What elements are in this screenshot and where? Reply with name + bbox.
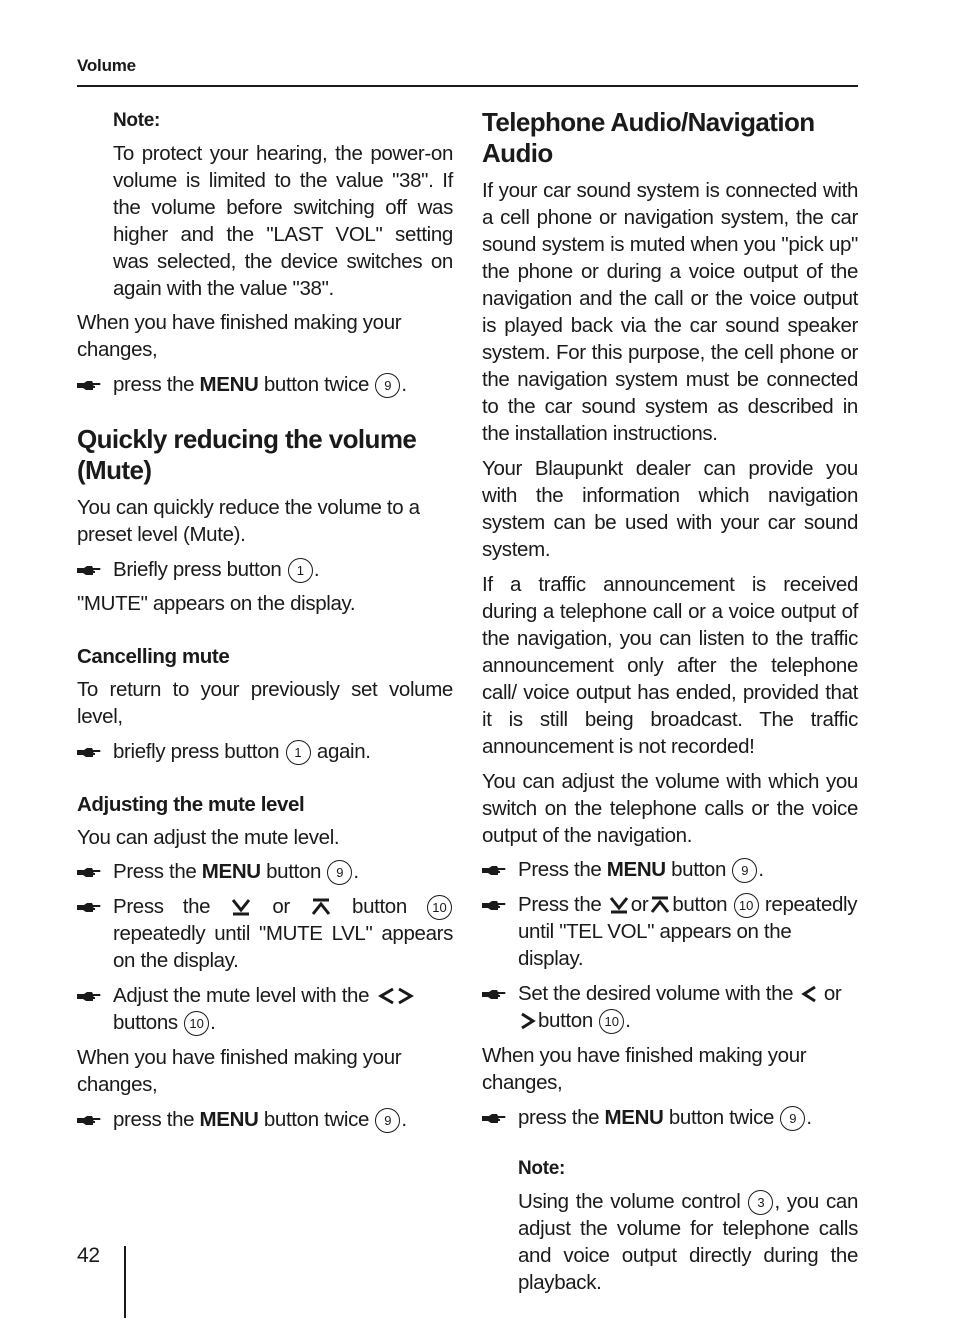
running-header: Volume <box>77 56 136 75</box>
cancel-intro: To return to your previously set volume level, <box>77 678 453 728</box>
button-number-10: 10 <box>734 893 759 918</box>
right-column <box>482 107 858 1296</box>
button-number-9: 9 <box>780 1106 805 1131</box>
note-title: Note: <box>518 1158 566 1179</box>
traffic-announcement-info: If a traffic announcement is received during a telephone call or a voice output of the navigation, you can listen to the traffic announcement only after the telephone call/ voice output has ended, provided that it is still being broadcast. The traffic announcement is not recorded! <box>482 573 858 758</box>
bullet-briefly-press: Briefly press button 1 . <box>77 556 453 583</box>
arrow-down-icon <box>231 898 251 916</box>
note-text: To protect your hearing, the power-on volume is limited to the value "38". If the volume before switching off was higher and the "LAST VOL" setting was selected, the device switches on again with the value "38". <box>113 142 453 300</box>
bullet-press-up-down: Press the or button 10 repeatedly until "MUTE LVL" appears on the display. <box>77 893 453 974</box>
pointing-hand-icon <box>77 747 101 758</box>
button-number-10: 10 <box>427 895 452 920</box>
volume-control-note: Note: Using the volume control 3 , you can adjust the volume for telephone calls and voice output directly during the playback. <box>518 1155 858 1296</box>
button-number-9: 9 <box>732 858 757 883</box>
pointing-hand-icon <box>77 380 101 391</box>
pointing-hand-icon <box>482 989 506 1000</box>
adjust-volume-info: You can adjust the volume with which you switch on the telephone calls or the voice output of the navigation. <box>482 770 858 847</box>
arrow-down-icon <box>609 896 629 914</box>
adjust-heading: Adjusting the mute level <box>77 793 305 816</box>
menu-label: MENU <box>604 1106 664 1129</box>
menu-label: MENU <box>201 860 261 883</box>
bullet-press-up-down: Press the or button 10 repeatedly until "TEL VOL" appears on the display. <box>482 891 858 972</box>
step-pre: press the <box>113 373 200 396</box>
button-number-3: 3 <box>748 1190 773 1215</box>
button-number-9: 9 <box>375 1108 400 1133</box>
note-title: Note: <box>113 110 161 131</box>
finished-text: When you have finished making your changes, <box>77 311 402 361</box>
bullet-press-menu: Press the MENU button 9 . <box>77 858 453 885</box>
pointing-hand-icon <box>482 865 506 876</box>
button-number-9: 9 <box>375 373 400 398</box>
bullet-press-menu-twice: press the MENU button twice 9 . <box>77 371 453 398</box>
page-number: 42 <box>77 1244 100 1267</box>
pointing-hand-icon <box>77 902 101 913</box>
button-number-10: 10 <box>599 1009 624 1034</box>
button-number-9: 9 <box>327 860 352 885</box>
bullet-press-menu-twice: press the MENU button twice 9 . <box>482 1104 858 1131</box>
adjust-intro: You can adjust the mute level. <box>77 826 340 849</box>
pointing-hand-icon <box>77 867 101 878</box>
left-right-arrows-icon <box>377 987 415 1005</box>
telephone-intro: If your car sound system is connected with a cell phone or navigation system, the car sound system is muted when you "pick up" the phone or during a voice output of the navigation and the call or the voice output is played back via the car sound speaker system. For this purpose, the cell phone or the navigation system must be connected to the car sound system as described in the installation instructions. <box>482 179 858 445</box>
left-column <box>77 107 453 1133</box>
menu-label: MENU <box>199 1108 259 1131</box>
pointing-hand-icon <box>77 1115 101 1126</box>
footer-rule <box>124 1246 126 1318</box>
menu-label: MENU <box>606 858 666 881</box>
pointing-hand-icon <box>77 991 101 1002</box>
step-post: button twice <box>258 373 375 396</box>
mute-intro: You can quickly reduce the volume to a preset level (Mute). <box>77 496 420 546</box>
arrow-left-icon <box>801 985 817 1003</box>
finished-text: When you have finished making your changes, <box>482 1044 807 1094</box>
button-number-1: 1 <box>286 740 311 765</box>
pointing-hand-icon <box>482 900 506 911</box>
button-number-10: 10 <box>184 1011 209 1036</box>
button-number-1: 1 <box>288 558 313 583</box>
dealer-info: Your Blaupunkt dealer can provide you with the information which navigation system can be used with your car sound system. <box>482 457 858 561</box>
bullet-press-menu: Press the MENU button 9 . <box>482 856 858 883</box>
bullet-adjust-with-buttons: Adjust the mute level with the buttons 10 . <box>77 982 453 1036</box>
telephone-audio-heading: Telephone Audio/Navigation Audio <box>482 107 815 168</box>
cancel-heading: Cancelling mute <box>77 645 230 668</box>
finished-text: When you have finished making your changes, <box>77 1046 402 1096</box>
pointing-hand-icon <box>77 565 101 576</box>
bullet-briefly-press-again: briefly press button 1 again. <box>77 738 453 765</box>
mute-appears-text: "MUTE" appears on the display. <box>77 592 356 615</box>
bullet-set-volume: Set the desired volume with the or button 10 . <box>482 980 858 1034</box>
header-rule <box>77 85 858 87</box>
arrow-right-icon <box>520 1012 536 1030</box>
power-on-note <box>113 107 453 302</box>
arrow-up-icon <box>311 898 331 916</box>
mute-heading: Quickly reducing the volume (Mute) <box>77 424 417 485</box>
arrow-up-icon <box>650 896 670 914</box>
bullet-press-menu-twice: press the MENU button twice 9 . <box>77 1106 453 1133</box>
pointing-hand-icon <box>482 1113 506 1124</box>
menu-label: MENU <box>199 373 259 396</box>
